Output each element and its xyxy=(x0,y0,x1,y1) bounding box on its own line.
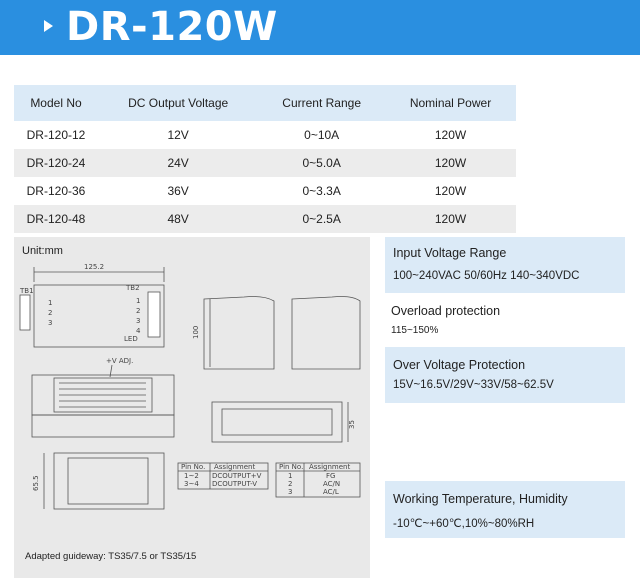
pin-table-1-header: Assignment xyxy=(214,463,256,471)
spec-value: 100~240VAC 50/60Hz 140~340VDC xyxy=(393,270,580,282)
pin-table-2-cell: FG xyxy=(326,472,336,480)
tb2-block xyxy=(148,292,160,337)
table-row xyxy=(14,121,516,149)
table-cell: DR-120-36 xyxy=(26,184,86,198)
spec-label: Overload protection xyxy=(391,304,501,318)
tb2-pin-label: 3 xyxy=(136,317,141,325)
tb2-pin-label: 2 xyxy=(136,307,141,315)
height-dimension-text: 100 xyxy=(192,325,200,339)
table-cell: 0~5.0A xyxy=(258,149,385,177)
pin-table-2-cell: 3 xyxy=(288,488,293,496)
tb2-pin-label: 1 xyxy=(136,297,141,305)
pin-table-1-cell: 3~4 xyxy=(184,480,199,488)
spec-value: -10℃~+60℃,10%~80%RH xyxy=(393,518,535,530)
table-cell: DR-120-48 xyxy=(14,205,98,233)
table-cell: 48V xyxy=(98,205,258,233)
depth-dimension-text: 65.5 xyxy=(32,475,40,491)
side-view-right xyxy=(292,297,360,370)
pin-table-1-cell: DCOUTPUT-V xyxy=(212,480,258,488)
spec-label: Over Voltage Protection xyxy=(393,358,526,372)
table-row xyxy=(14,177,516,205)
table-cell: DR-120-24 xyxy=(14,149,98,177)
din-rail-view xyxy=(212,402,342,442)
tb1-pin-label: 1 xyxy=(48,299,53,307)
table-row xyxy=(14,205,516,233)
guideway-note: Adapted guideway: TS35/7.5 or TS35/15 xyxy=(25,551,197,562)
spec-label: Input Voltage Range xyxy=(393,246,507,260)
tb1-pin-label: 3 xyxy=(48,319,53,327)
table-cell: 36V xyxy=(167,184,189,198)
over-voltage-card xyxy=(385,347,625,403)
column-header: Nominal Power xyxy=(385,85,516,121)
table-cell: 12V xyxy=(167,128,189,142)
table-cell: 0~10A xyxy=(304,128,340,142)
table-cell: DR-120-12 xyxy=(26,128,86,142)
table-cell: 0~3.3A xyxy=(302,184,341,198)
table-row xyxy=(14,149,516,177)
pin-table-2-cell: 2 xyxy=(288,480,293,488)
table-cell: 120W xyxy=(434,184,467,198)
table-cell: 0~2.5A xyxy=(258,205,385,233)
spec-value: 115~150% xyxy=(391,325,439,336)
column-header: DC Output Voltage xyxy=(98,85,258,121)
overload-card xyxy=(385,297,625,345)
pin-table-1-header: Pin No. xyxy=(181,463,206,471)
table-cell: 120W xyxy=(385,149,516,177)
table-cell: 120W xyxy=(385,205,516,233)
pin-table-2-cell: AC/N xyxy=(323,480,341,488)
pin-table-2-header: Pin No. xyxy=(279,463,304,471)
triangle-bullet-icon xyxy=(44,20,53,32)
column-header: Current Range xyxy=(258,85,385,121)
table-header-row xyxy=(14,85,516,121)
tb1-label: TB1 xyxy=(20,287,34,295)
adj-label: +V ADJ. xyxy=(106,357,134,365)
led-label: LED xyxy=(124,335,138,343)
unit-label: Unit:mm xyxy=(22,245,63,257)
tb1-pin-label: 2 xyxy=(48,309,53,317)
top-view-outline xyxy=(34,285,164,347)
tb1-block xyxy=(20,295,30,330)
side-view-left xyxy=(204,297,274,370)
pin-table-2-cell: 1 xyxy=(288,472,293,480)
width-dimension-text: 125.2 xyxy=(84,263,105,271)
pin-table-1-cell: DCOUTPUT+V xyxy=(212,472,262,480)
table-cell: 120W xyxy=(434,128,467,142)
bottom-view-outline xyxy=(54,453,164,509)
tb2-pin-label: 4 xyxy=(136,327,141,335)
tb2-label: TB2 xyxy=(126,284,140,292)
table-cell: 24V xyxy=(98,149,258,177)
page-title: DR-120W xyxy=(66,4,278,50)
spec-label: Working Temperature, Humidity xyxy=(393,492,568,506)
dimension-drawing-svg xyxy=(14,237,370,578)
rail-dimension-text: 35 xyxy=(348,420,356,429)
temperature-card xyxy=(385,481,625,538)
input-voltage-card xyxy=(385,237,625,293)
spec-value: 15V~16.5V/29V~33V/58~62.5V xyxy=(393,379,554,391)
dimension-drawing xyxy=(14,237,370,578)
model-spec-table xyxy=(14,85,516,233)
pin-table-2-header: Assignment xyxy=(309,463,351,471)
title-banner xyxy=(0,0,640,55)
pin-table-2-cell: AC/L xyxy=(323,488,339,496)
pin-table-1-cell: 1~2 xyxy=(184,472,199,480)
column-header: Model No xyxy=(14,85,98,121)
